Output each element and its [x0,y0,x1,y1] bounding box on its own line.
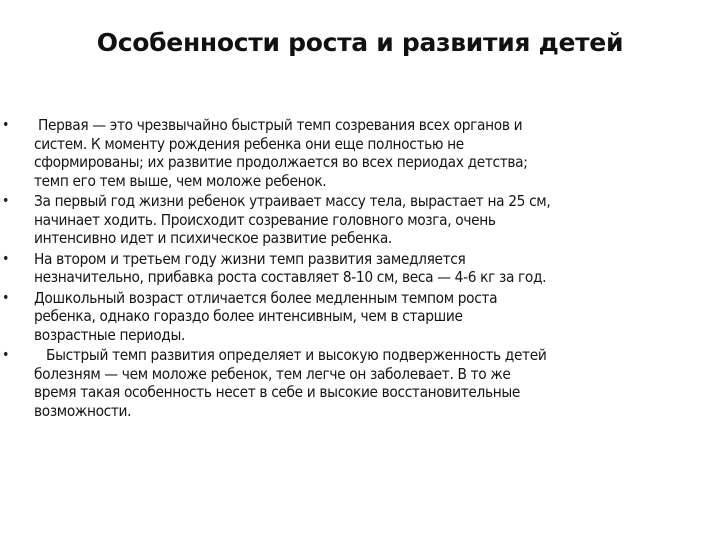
list-item-line: болезням — чем моложе ребенок, тем легче он заболевает. В то же [34,364,511,383]
list-item-line: незначительно, прибавка роста составляет 8-10 см, веса — 4-6 кг за год. [34,268,547,286]
list-item-text [34,250,714,287]
bullet-icon: • [2,289,10,306]
list-item-line: За первый год жизни ребенок утраивает массу тела, вырастает на 25 см, [34,192,551,210]
list-item-line: темп его тем выше, чем моложе ребенок. [34,171,327,190]
bullet-icon: • [2,250,10,267]
list-item-line: возможности. [34,401,132,420]
list-item-text [34,192,714,248]
list-item-line: время такая особенность несет в себе и высокие восстановительные [34,383,521,401]
list-item-line: сформированы; их развитие продолжается во всех периодах детства; [34,153,528,171]
list-item-text [34,289,714,345]
bullet-icon: • [2,347,10,363]
list-item-4 [0,289,720,345]
list-item-line: Дошкольный возраст отличается более медленным темпом роста [34,288,498,307]
list-item-line: ребенка, однако гораздо более интенсивным, чем в старшие [34,307,463,325]
list-item-5 [0,346,720,420]
slide-title: Особенности роста и развития детей [96,28,624,57]
list-item-2 [0,192,720,248]
list-item-text [34,116,714,190]
list-item-line: начинает ходить. Происходит созревание головного мозга, очень [34,210,496,229]
list-item-text [34,346,714,420]
bullet-icon: • [2,117,10,133]
list-item-3 [0,250,720,287]
list-item-line: Быстрый темп развития определяет и высокую подверженность детей [34,346,547,364]
list-item-line: На втором и третьем году жизни темп развития замедляется [34,249,466,268]
bullet-list [0,116,720,420]
bullet-icon: • [2,193,10,209]
list-item-line: Первая — это чрезвычайно быстрый темп созревания всех органов и [34,116,523,134]
list-item-line: систем. К моменту рождения ребенка они еще полностью не [34,134,464,153]
list-item-line: интенсивно идет и психическое развитие ребенка. [34,229,392,247]
list-item-line: возрастные периоды. [34,325,185,344]
list-item-1 [0,116,720,190]
